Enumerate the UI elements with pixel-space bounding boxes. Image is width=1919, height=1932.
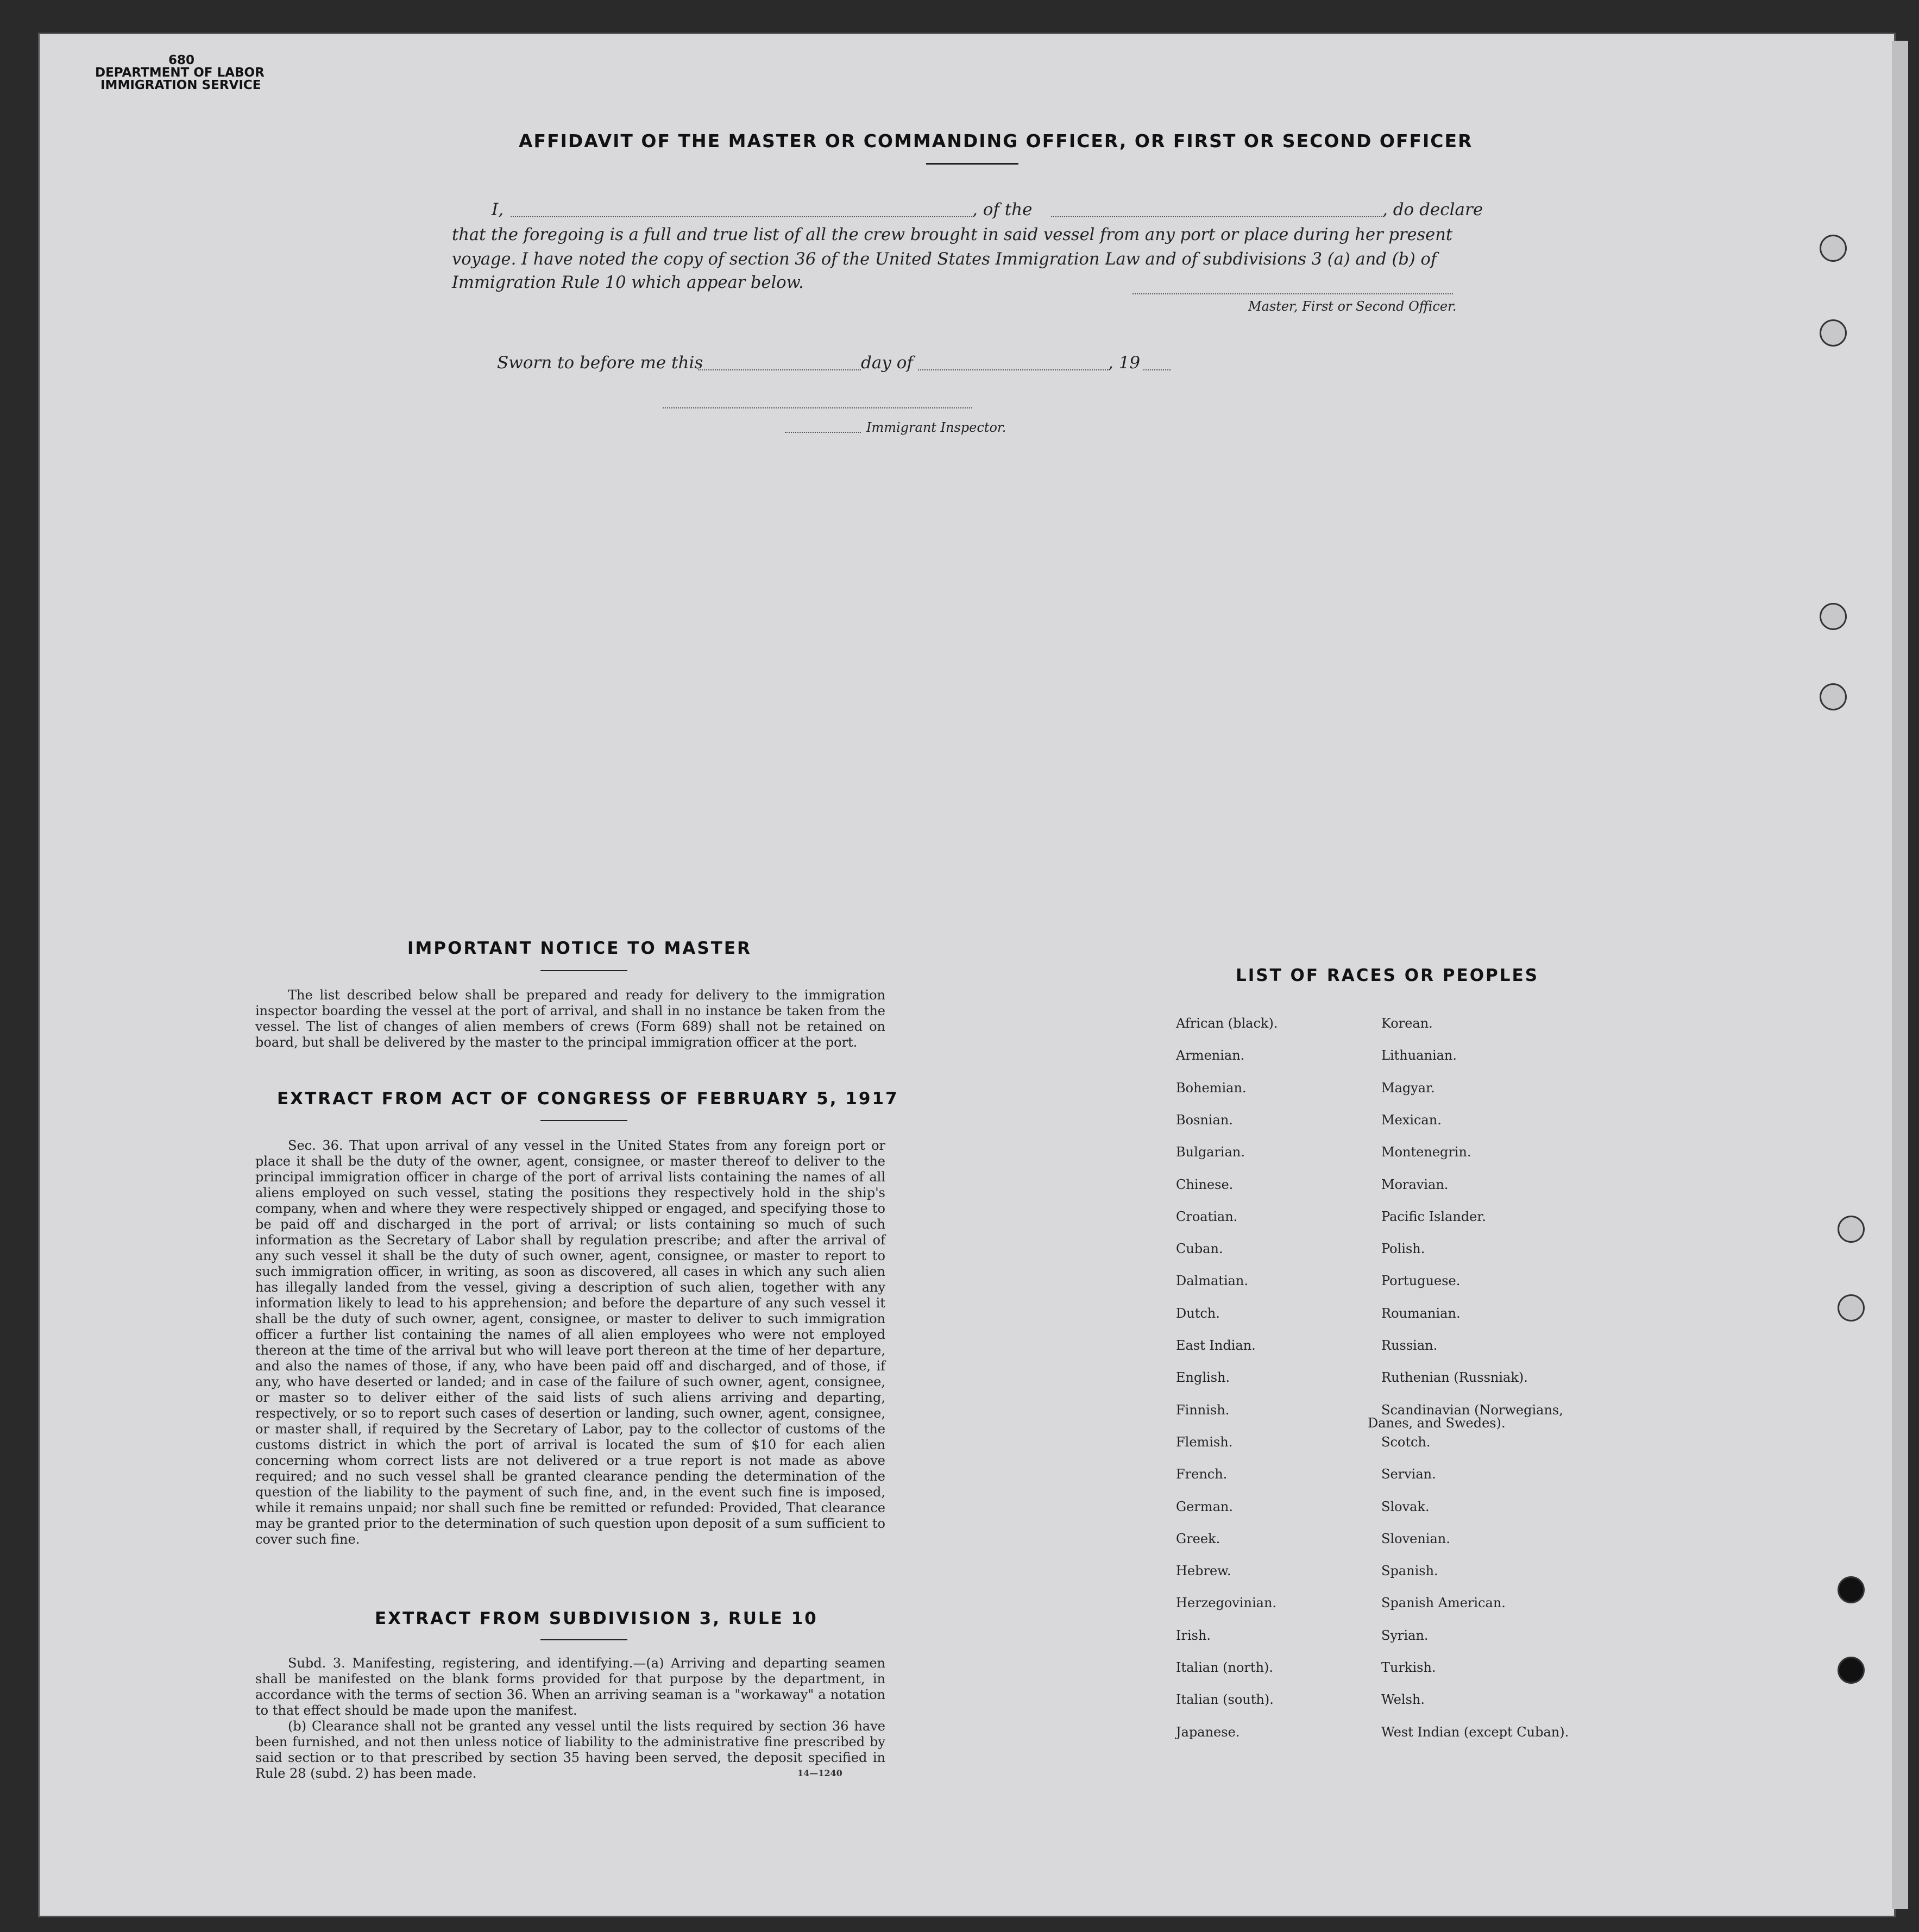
vessel-blank[interactable]: [1051, 216, 1382, 217]
race-item: Moravian.: [1381, 1176, 1449, 1192]
sworn-month-blank[interactable]: [918, 369, 1108, 370]
affidavit-line-i: I,: [492, 200, 504, 219]
race-item: Spanish American.: [1381, 1595, 1506, 1611]
race-item: Bosnian.: [1176, 1112, 1233, 1128]
race-item: Dutch.: [1176, 1305, 1220, 1321]
act-extract-text: [255, 1138, 885, 1547]
race-item: Bohemian.: [1176, 1080, 1247, 1096]
sworn-year-label: , 19: [1108, 353, 1141, 373]
race-item: Russian.: [1381, 1338, 1438, 1353]
affidavit-title-rule: [926, 163, 1018, 165]
race-item: Irish.: [1176, 1627, 1211, 1643]
race-item: Slovak.: [1381, 1499, 1430, 1514]
binder-hole: [1838, 1576, 1865, 1603]
race-item: Servian.: [1381, 1467, 1436, 1482]
binder-hole: [1820, 319, 1847, 347]
race-item: Roumanian.: [1381, 1305, 1461, 1321]
signature-blank[interactable]: [1132, 293, 1453, 294]
notice-title-rule: [540, 970, 627, 971]
race-item: Mexican.: [1381, 1112, 1442, 1128]
race-item: French.: [1176, 1467, 1228, 1482]
stamp-number: 680: [168, 53, 195, 67]
name-blank[interactable]: [511, 216, 972, 217]
race-item: Lithuanian.: [1381, 1048, 1457, 1063]
sworn-day-blank[interactable]: [698, 369, 861, 370]
race-item: Italian (north).: [1176, 1660, 1274, 1675]
affidavit-line-declare: , do declare: [1382, 200, 1483, 219]
binder-hole: [1820, 235, 1847, 262]
race-item: Hebrew.: [1176, 1563, 1231, 1579]
subdivision-a-paragraph: Subd. 3. Manifesting, registering, and identifying.—(a) Arriving and departing seamen shall be manifested on the blank forms provided for that purpose by the department, in accordance with the terms of section 36. When an arriving seaman is a "workaway" a notation to that effect should be made upon the manifest.: [255, 1656, 885, 1718]
affidavit-title: AFFIDAVIT OF THE MASTER OR COMMANDING OFFICER, OR FIRST OR SECOND OFFICER: [519, 130, 1473, 152]
rule-extract-title-rule: [540, 1639, 627, 1640]
notice-title: IMPORTANT NOTICE TO MASTER: [407, 939, 752, 958]
race-scandinavian-continued: Danes, and Swedes).: [1368, 1415, 1506, 1431]
race-item: Greek.: [1176, 1531, 1220, 1546]
race-item: Turkish.: [1381, 1660, 1436, 1675]
race-item: Flemish.: [1176, 1434, 1233, 1450]
affidavit-line-of-the: , of the: [972, 200, 1033, 219]
stamp-line-1: DEPARTMENT OF LABOR: [95, 66, 265, 80]
race-item: Chinese.: [1176, 1176, 1234, 1192]
binder-hole: [1838, 1216, 1865, 1243]
race-item: Syrian.: [1381, 1627, 1429, 1643]
binder-hole: [1838, 1657, 1865, 1684]
affidavit-body-1: that the foregoing is a full and true list of all the crew brought in said vessel from any port or place during her present: [452, 225, 1453, 244]
race-item: German.: [1176, 1499, 1233, 1514]
inspector-signature-blank[interactable]: [663, 407, 972, 408]
sworn-day-label: day of: [861, 353, 913, 373]
race-item: Scotch.: [1381, 1434, 1431, 1450]
stamp-line-2: IMMIGRATION SERVICE: [100, 78, 261, 92]
subdivision-b-paragraph: (b) Clearance shall not be granted any vessel until the lists required by section 36 have been furnished, and not then unless notice of liability to the administrative fine prescribed by said section or to that prescribed by section 35 having been served, the deposit specified in Rule 28 (subd. 2) has been made.: [255, 1719, 885, 1781]
race-item: Pacific Islander.: [1381, 1209, 1486, 1224]
notice-text: [255, 987, 885, 1050]
race-item: English.: [1176, 1370, 1230, 1386]
race-item: West Indian (except Cuban).: [1381, 1724, 1569, 1740]
races-title: LIST OF RACES OR PEOPLES: [1236, 966, 1539, 985]
race-item: African (black).: [1176, 1016, 1278, 1031]
inspector-name-blank[interactable]: [785, 432, 861, 433]
affidavit-body-3: Immigration Rule 10 which appear below.: [452, 273, 804, 292]
race-item: Welsh.: [1381, 1692, 1425, 1708]
race-item: Croatian.: [1176, 1209, 1238, 1224]
race-item: Ruthenian (Russniak).: [1381, 1370, 1528, 1386]
binder-hole: [1820, 683, 1847, 710]
race-item: Bulgarian.: [1176, 1144, 1245, 1160]
form-number: 14—1240: [797, 1768, 842, 1778]
inspector-label: Immigrant Inspector.: [866, 420, 1006, 435]
sworn-year-blank[interactable]: [1143, 369, 1171, 370]
rule-extract-title: EXTRACT FROM SUBDIVISION 3, RULE 10: [375, 1609, 818, 1628]
race-item: Cuban.: [1176, 1241, 1223, 1257]
race-item: Montenegrin.: [1381, 1144, 1471, 1160]
race-item: East Indian.: [1176, 1338, 1256, 1353]
race-item: Dalmatian.: [1176, 1273, 1249, 1289]
binder-hole: [1838, 1294, 1865, 1321]
affidavit-body-2: voyage. I have noted the copy of section 36 of the United States Immigration Law and of subdivisions 3 (a) and (b) of: [452, 250, 1437, 269]
sworn-prefix: Sworn to before me this: [497, 353, 703, 373]
race-item: Japanese.: [1176, 1724, 1240, 1740]
rule-extract-text: [255, 1656, 885, 1782]
race-item: Scandinavian (Norwegians,: [1381, 1402, 1563, 1418]
department-stamp: [95, 54, 265, 92]
race-item: Magyar.: [1381, 1080, 1435, 1096]
race-item: Slovenian.: [1381, 1531, 1450, 1546]
section-36-paragraph: Sec. 36. That upon arrival of any vessel in the United States from any foreign port or place it shall be the duty of the owner, agent, consignee, or master thereof to deliver to the principal immigration officer in charge of the port of arrival lists containing the names of all aliens employed on such vessel, stating the positions they respectively hold in the ship's company, when and where they were respectively shipped or engaged, and specifying those to be paid off and discharged in the port of arrival; or lists containing so much of such information as the Secretary of Labor shall by regulation prescribe; and after the arrival of any such vessel it shall be the duty of such owner, agent, consignee, or master to report to such immigration officer, in writing, as soon as discovered, all cases in which any such alien has illegally landed from the vessel, giving a description of such alien, together with any information likely to lead to his apprehension; and before the departure of any such vessel it shall be the duty of such owner, agent, consignee, or master to deliver to such immigration officer a further list containing the names of all alien employees who were not employed thereon at the time of the arrival but who will leave port thereon at the time of her departure, and also the names of those, if any, who have been paid off and discharged, and of those, if any, who have deserted or landed; and in case of the failure of such owner, agent, consignee, or master so to deliver either of the said lists of such aliens arriving and departing, respectively, or so to report such cases of desertion or landing, such owner, agent, consignee, or master shall, if required by the Secretary of Labor, pay to the collector of customs of the customs district in which the port of arrival is located the sum of $10 for each alien concerning whom correct lists are not delivered or a true report is not made as above required; and no such vessel shall be granted clearance pending the determination of the question of the liability to the payment of such fine, and, in the event such fine is imposed, while it remains unpaid; nor shall such fine be remitted or refunded: Provided, That clearance may be granted prior to the determination of such question upon deposit of a sum sufficient to cover such fine.: [255, 1138, 885, 1547]
binder-hole: [1820, 603, 1847, 630]
race-item: Korean.: [1381, 1016, 1433, 1031]
race-item: Portuguese.: [1381, 1273, 1461, 1289]
race-item: Herzegovinian.: [1176, 1595, 1277, 1611]
race-item: Finnish.: [1176, 1402, 1230, 1418]
act-extract-title: EXTRACT FROM ACT OF CONGRESS OF FEBRUARY 5, 1917: [277, 1089, 899, 1109]
signature-label: Master, First or Second Officer.: [1248, 299, 1457, 314]
act-extract-title-rule: [540, 1120, 627, 1121]
race-item: Italian (south).: [1176, 1692, 1274, 1708]
race-item: Armenian.: [1176, 1048, 1245, 1063]
race-item: Spanish.: [1381, 1563, 1438, 1579]
race-item: Polish.: [1381, 1241, 1425, 1257]
notice-paragraph: The list described below shall be prepared and ready for delivery to the immigration inspector boarding the vessel at the port of arrival, and shall in no instance be taken from the vessel. The list of changes of alien members of crews (Form 689) shall not be retained on board, but shall be delivered by the master to the principal immigration officer at the port.: [255, 987, 885, 1050]
form-sheet: [38, 33, 1896, 1917]
page-edge: [1892, 41, 1908, 1909]
